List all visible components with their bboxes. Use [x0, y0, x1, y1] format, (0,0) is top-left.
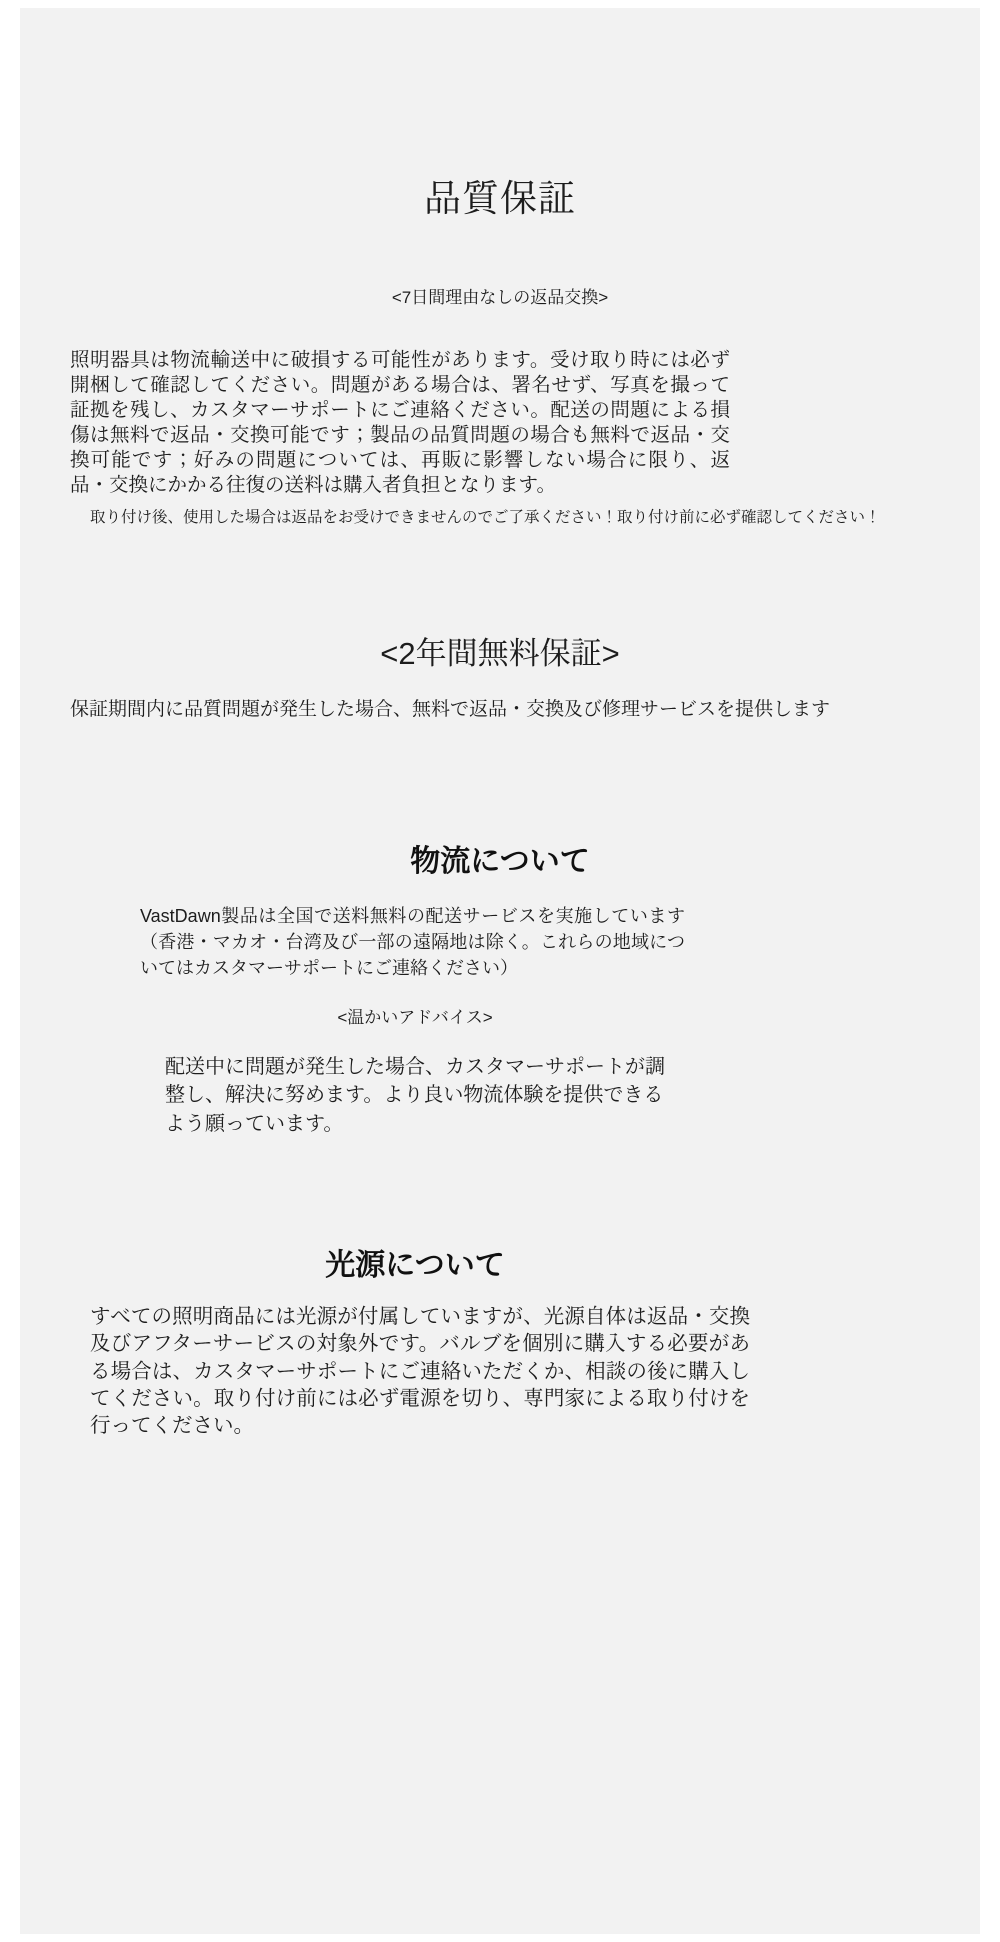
- quality-guarantee-title: 品質保証: [424, 178, 576, 219]
- document-content: [20, 8, 980, 1934]
- installation-note: 取り付け後、使用した場合は返品をお受けできませんのでご了承ください！取り付け前に必ず確認してください！: [90, 509, 881, 526]
- warm-advice-subtitle: <温かいアドバイス>: [337, 1008, 493, 1027]
- light-source-title: 光源について: [325, 1249, 505, 1282]
- warranty-body: 保証期間内に品質問題が発生した場合、無料で返品・交換及び修理サービスを提供します: [70, 699, 831, 720]
- warranty-title: <2年間無料保証>: [380, 636, 620, 671]
- light-source-body: すべての照明商品には光源が付属していますが、光源自体は返品・交換及びアフターサービスの対象外です。バルブを個別に購入する必要がある場合は、カスタマーサポートにご連絡いただくか、相談の後に購入してください。取り付け前には必ず電源を切り、専門家による取り付けを行ってください。: [90, 1305, 750, 1437]
- return-policy-subtitle: <7日間理由なしの返品交換>: [391, 288, 609, 307]
- logistics-title: 物流について: [410, 845, 590, 878]
- content-panel: [20, 8, 980, 1934]
- logistics-body: VastDawn製品は全国で送料無料の配送サービスを実施しています（香港・マカオ・台湾及び一部の遠隔地は除く。これらの地域についてはカスタマーサポートにご連絡ください）: [140, 906, 685, 979]
- quality-guarantee-body: 照明器具は物流輸送中に破損する可能性があります。受け取り時には必ず開梱して確認してください。問題がある場合は、署名せず、写真を撮って証拠を残し、カスタマーサポートにご連絡ください。配送の問題による損傷は無料で返品・交換可能です；製品の品質問題の場合も無料で返品・交換可能です；好みの問題については、再販に影響しない場合に限り、返品・交換にかかる往復の送料は購入者負担となります。: [70, 349, 730, 496]
- warm-advice-body: 配送中に問題が発生した場合、カスタマーサポートが調整し、解決に努めます。より良い物流体験を提供できるよう願っています。: [165, 1056, 665, 1135]
